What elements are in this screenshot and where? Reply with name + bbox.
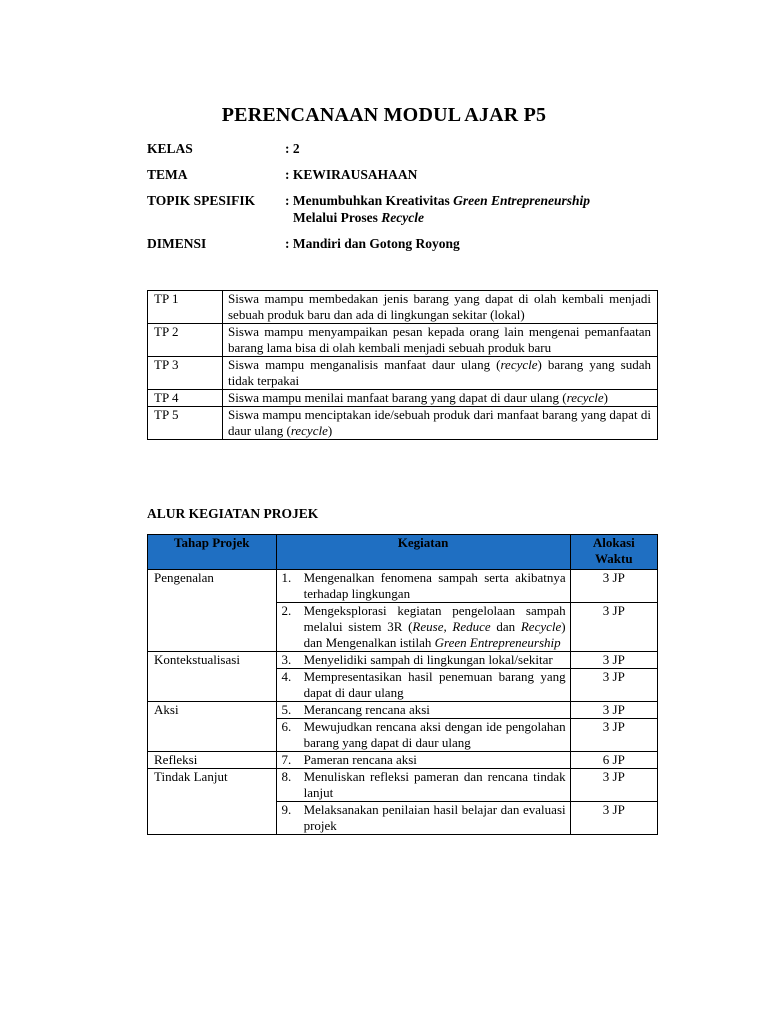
- tp-code: TP 2: [148, 324, 223, 357]
- activity-text: Merancang rencana aksi: [300, 702, 571, 719]
- kelas-value: : 2: [285, 141, 300, 156]
- activity-number: 5.: [276, 702, 300, 719]
- table-row: [148, 669, 658, 702]
- stage-cell: Pengenalan: [148, 570, 277, 603]
- stage-cell: Kontekstualisasi: [148, 652, 277, 669]
- jp-cell: 3 JP: [570, 669, 657, 702]
- activity-number: 1.: [276, 570, 300, 603]
- tujuan-pembelajaran-table: [147, 290, 658, 440]
- kelas-label: KELAS: [147, 141, 193, 156]
- section-title: ALUR KEGIATAN PROJEK: [147, 506, 319, 521]
- page-title: PERENCANAAN MODUL AJAR P5: [221, 104, 547, 126]
- activity-number: 7.: [276, 752, 300, 769]
- tp-code: TP 5: [148, 407, 223, 440]
- activity-text: Menuliskan refleksi pameran dan rencana tindak lanjut: [300, 769, 571, 802]
- table-row: [148, 769, 658, 802]
- table-header-row: [148, 535, 658, 570]
- jp-cell: 3 JP: [570, 702, 657, 719]
- tema-label: TEMA: [147, 167, 188, 182]
- jp-cell: 3 JP: [570, 652, 657, 669]
- stage-cell: [148, 603, 277, 652]
- table-row: [148, 390, 658, 407]
- dimensi-value: : Mandiri dan Gotong Royong: [285, 236, 460, 251]
- header-kegiatan: Kegiatan: [276, 535, 570, 570]
- activity-number: 8.: [276, 769, 300, 802]
- table-row: [148, 324, 658, 357]
- jp-cell: 3 JP: [570, 603, 657, 652]
- activity-number: 9.: [276, 802, 300, 835]
- activity-number: 3.: [276, 652, 300, 669]
- activity-text: Menyelidiki sampah di lingkungan lokal/sekitar: [300, 652, 571, 669]
- jp-cell: 3 JP: [570, 802, 657, 835]
- table-row: [148, 357, 658, 390]
- activity-number: 2.: [276, 603, 300, 652]
- stage-cell: [148, 719, 277, 752]
- jp-cell: 6 JP: [570, 752, 657, 769]
- topik-value: : Menumbuhkan Kreativitas Green Entrepreneurship Melalui Proses Recycle: [285, 193, 591, 225]
- table-row: [148, 702, 658, 719]
- activity-text: Mempresentasikan hasil penemuan barang yang dapat di daur ulang: [300, 669, 571, 702]
- header-alokasi: Alokasi Waktu: [570, 535, 657, 570]
- table-row: [148, 802, 658, 835]
- tp-description: Siswa mampu menganalisis manfaat daur ulang (recycle) barang yang sudah tidak terpakai: [223, 357, 658, 390]
- tp-code: TP 4: [148, 390, 223, 407]
- tp-description: Siswa mampu membedakan jenis barang yang dapat di olah kembali menjadi sebuah produk baru dan ada di lingkungan sekitar (lokal): [223, 291, 658, 324]
- table-row: [148, 603, 658, 652]
- tp-description: Siswa mampu menilai manfaat barang yang dapat di daur ulang (recycle): [223, 390, 658, 407]
- table-row: [148, 719, 658, 752]
- table-row: [148, 570, 658, 603]
- alur-kegiatan-table: [147, 534, 658, 835]
- dimensi-label: DIMENSI: [147, 236, 207, 251]
- jp-cell: 3 JP: [570, 570, 657, 603]
- stage-cell: Aksi: [148, 702, 277, 719]
- stage-cell: [148, 669, 277, 702]
- stage-cell: Refleksi: [148, 752, 277, 769]
- tp-description: Siswa mampu menciptakan ide/sebuah produk dari manfaat barang yang dapat di daur ulang (recycle): [223, 407, 658, 440]
- activity-text: Pameran rencana aksi: [300, 752, 571, 769]
- activity-text: Melaksanakan penilaian hasil belajar dan evaluasi projek: [300, 802, 571, 835]
- tp-code: TP 1: [148, 291, 223, 324]
- table-row: [148, 652, 658, 669]
- activity-text: Mengeksplorasi kegiatan pengelolaan sampah melalui sistem 3R (Reuse, Reduce dan Recycle) dan Mengenalkan istilah Green Entrepreneurship: [300, 603, 571, 652]
- jp-cell: 3 JP: [570, 719, 657, 752]
- tp-description: Siswa mampu menyampaikan pesan kepada orang lain mengenai pemanfaatan barang lama bisa di olah kembali menjadi sebuah produk baru: [223, 324, 658, 357]
- stage-cell: [148, 802, 277, 835]
- activity-number: 6.: [276, 719, 300, 752]
- activity-text: Mewujudkan rencana aksi dengan ide pengolahan barang yang dapat di daur ulang: [300, 719, 571, 752]
- topik-label: TOPIK SPESIFIK: [147, 193, 256, 208]
- stage-cell: Tindak Lanjut: [148, 769, 277, 802]
- activity-number: 4.: [276, 669, 300, 702]
- header-tahap: Tahap Projek: [148, 535, 277, 570]
- table-row: [148, 407, 658, 440]
- table-row: [148, 291, 658, 324]
- tp-code: TP 3: [148, 357, 223, 390]
- activity-text: Mengenalkan fenomena sampah serta akibatnya terhadap lingkungan: [300, 570, 571, 603]
- tema-value: : KEWIRAUSAHAAN: [285, 167, 418, 182]
- jp-cell: 3 JP: [570, 769, 657, 802]
- table-row: [148, 752, 658, 769]
